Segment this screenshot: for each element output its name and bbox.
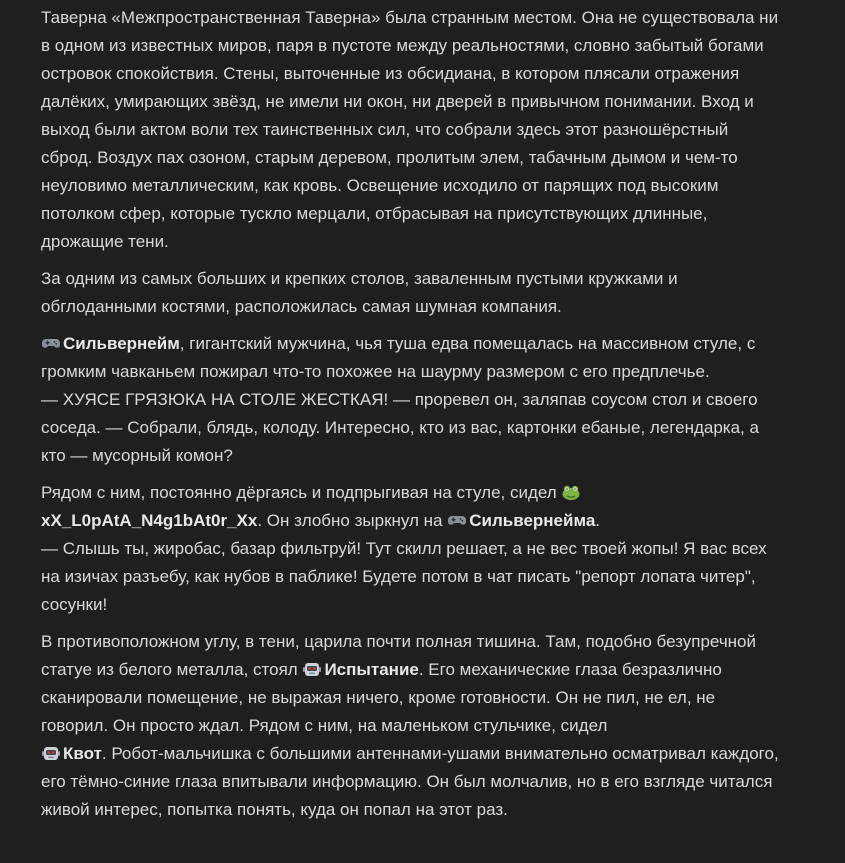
- gamepad-icon: [447, 511, 467, 529]
- paragraph-text: . Робот-мальчишка с большими антеннами-ушами внимательно осматривал каждого, его тёмно-синие глаза впитывали информацию. Он был молчалив, но в его взгляде читался живой интерес, попытка понять, куда он попал на этот раз.: [41, 744, 779, 819]
- dialogue-line: — Слышь ты, жиробас, базар фильтруй! Тут скилл решает, а не вес твоей жопы! Я вас всех на изичах разъебу, как нубов в паблике! Будете потом в чат писать "репорт лопата читер", сосунки!: [41, 539, 767, 614]
- paragraph-text: . Его механические глаза безразлично сканировали помещение, не выражая ничего, кроме готовности. Он не пил, не ел, не говорил. Он просто ждал. Рядом с ним, на маленьком стульчике, сидел: [41, 660, 722, 735]
- frog-icon: [561, 483, 581, 501]
- robot-icon: [302, 660, 322, 678]
- paragraph-company-table: [41, 265, 781, 321]
- paragraph-text: В противоположном углу, в тени, царила почти полная тишина. Там, подобно безупречной статуе из белого металла, стоял: [41, 632, 757, 679]
- paragraph-text: Рядом с ним, постоянно дёргаясь и подпрыгивая на стуле, сидел: [41, 483, 562, 502]
- paragraph-text: Таверна «Межпространственная Таверна» была странным местом. Она не существовала ни в одном из известных миров, паря в пустоте между реальностями, словно забытый богами островок спокойствия. Стены, выточенные из обсидиана, в котором плясали отражения далёких, умирающих звёзд, не имели ни окон, ни дверей в привычном понимании. Вход и выход были актом воли тех таинственных сил, что собрали здесь этот разношёрстный сброд. Воздух пах озоном, старым деревом, пролитым элем, табачным дымом и чем-то неуловимо металлическим, как кровь. Освещение исходило от парящих под высоким потолком сфер, которые тускло мерцали, отбрасывая на присутствующих длинные, дрожащие тени.: [41, 8, 779, 251]
- gamepad-icon: [41, 334, 61, 352]
- paragraph-silvername: [41, 330, 781, 470]
- character-name-kvot: Квот: [63, 744, 102, 763]
- character-name-lopata: xX_L0pAtA_N4g1bAt0r_Xx: [41, 511, 258, 530]
- character-name-ispytanie: Испытание: [324, 660, 419, 679]
- story-text: [41, 4, 781, 833]
- dialogue-line: — ХУЯСЕ ГРЯЗЮКА НА СТОЛЕ ЖЕСТКАЯ! — проревел он, заляпав соусом стол и своего соседа. — Собрали, блядь, колоду. Интересно, кто из вас, картонки ебаные, легендарка, а кто — мусорный комон?: [41, 390, 759, 465]
- robot-icon: [41, 744, 61, 762]
- paragraph-lopata: [41, 479, 781, 619]
- paragraph-text: . Он злобно зыркнул на: [257, 511, 448, 530]
- paragraph-text: За одним из самых больших и крепких столов, заваленным пустыми кружками и обглоданными костями, расположилась самая шумная компания.: [41, 269, 678, 316]
- paragraph-text: , гигантский мужчина, чья туша едва помещалась на массивном стуле, с громким чавканьем пожирал что-то похожее на шаурму размером с его предплечье.: [41, 334, 756, 381]
- paragraph-tavern-description: [41, 4, 781, 256]
- paragraph-text: .: [595, 511, 601, 530]
- character-name-silvername: Сильвернейм: [63, 334, 180, 353]
- paragraph-ispytanie-kvot: [41, 628, 781, 824]
- character-name-silvername: Сильвернейма: [469, 511, 596, 530]
